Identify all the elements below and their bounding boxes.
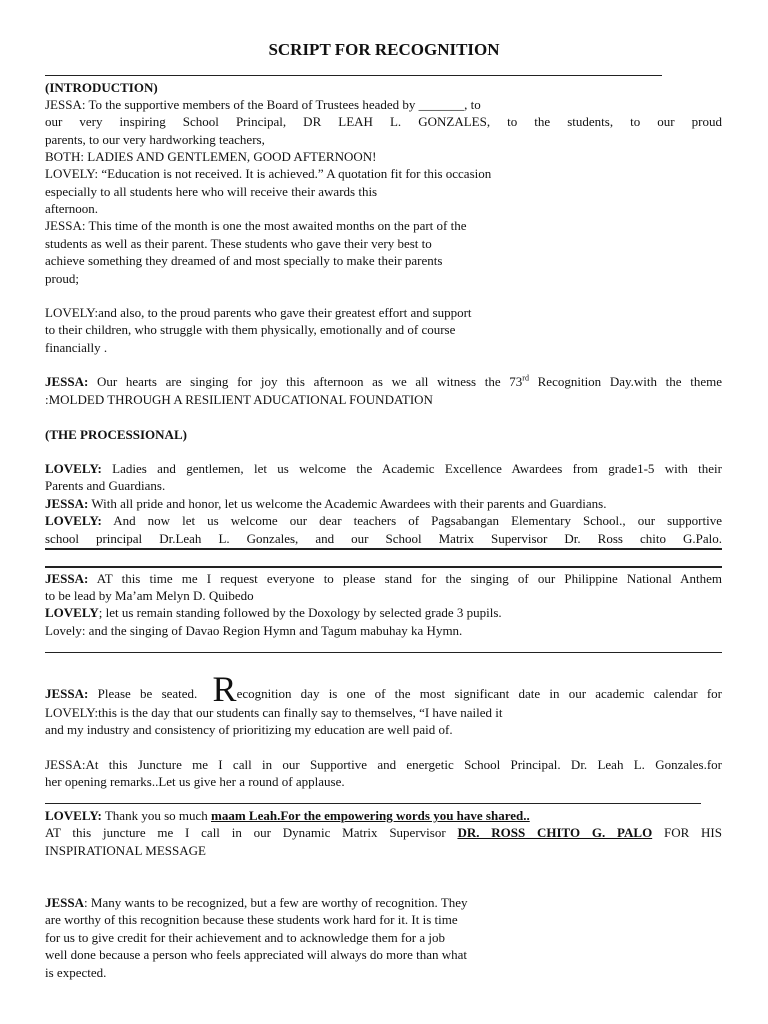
divider: [45, 652, 722, 653]
script-line: achieve something they dreamed of and most specially to make their parents: [45, 253, 443, 268]
script-line: LOVELY; let us remain standing followed by the Doxology by selected grade 3 pupils.: [45, 605, 502, 620]
script-line: LOVELY: Thank you so much maam Leah.For the empowering words you have shared..: [45, 808, 530, 823]
script-line: school principal Dr.Leah L. Gonzales, and our School Matrix Supervisor Dr. Ross chito G.Palo.: [45, 531, 722, 546]
script-line: her opening remarks..Let us give her a round of applause.: [45, 774, 345, 789]
script-line: INSPIRATIONAL MESSAGE: [45, 843, 206, 858]
script-line: LOVELY: And now let us welcome our dear teachers of Pagsabangan Elementary School., our supportive: [45, 513, 722, 528]
script-line: are worthy of this recognition because these students work hard for it. It is time: [45, 912, 458, 927]
divider: [45, 803, 701, 804]
divider: [45, 75, 662, 76]
script-line: for us to give credit for their achievement and to acknowledge them for a job: [45, 930, 445, 945]
script-line: JESSA: Our hearts are singing for joy this afternoon as we all witness the 73rd Recognition Day.with the theme: [45, 373, 722, 389]
drop-cap: R: [212, 669, 237, 709]
script-line: financially .: [45, 340, 108, 355]
script-line: LOVELY:and also, to the proud parents who gave their greatest effort and support: [45, 305, 472, 320]
page-title: SCRIPT FOR RECOGNITION: [268, 40, 500, 59]
script-line: LOVELY: “Education is not received. It is achieved.” A quotation fit for this occasion: [45, 166, 492, 181]
script-line: BOTH: LADIES AND GENTLEMEN, GOOD AFTERNOON!: [45, 149, 377, 164]
script-line: especially to all students here who will receive their awards this: [45, 184, 378, 199]
script-line: LOVELY: Ladies and gentlemen, let us welcome the Academic Excellence Awardees from grade1-5 with their: [45, 461, 722, 476]
script-line: Lovely: and the singing of Davao Region Hymn and Tagum mabuhay ka Hymn.: [45, 623, 463, 638]
section-heading: (THE PROCESSIONAL): [45, 427, 187, 442]
divider: [45, 548, 722, 550]
script-line: LOVELY:this is the day that our students can finally say to themselves, “I have nailed it: [45, 705, 503, 720]
script-line: JESSA: With all pride and honor, let us welcome the Academic Awardees with their parents and Guardians.: [45, 496, 607, 511]
script-line: and my industry and consistency of prioritizing my education are well paid of.: [45, 722, 453, 737]
script-line: to their children, who struggle with them physically, emotionally and of course: [45, 322, 456, 337]
script-line: is expected.: [45, 965, 107, 980]
section-heading: (INTRODUCTION): [45, 80, 158, 95]
script-line: to be lead by Ma’am Melyn D. Quibedo: [45, 588, 254, 603]
script-line: JESSA: Please be seated. Recognition day is one of the most significant date in our academic calendar for: [45, 669, 722, 709]
script-line: afternoon.: [45, 201, 99, 216]
script-line: Parents and Guardians.: [45, 478, 166, 493]
divider: [45, 566, 722, 568]
script-line: parents, to our very hardworking teachers,: [45, 132, 265, 147]
script-line: :MOLDED THROUGH A RESILIENT ADUCATIONAL FOUNDATION: [45, 392, 433, 407]
script-line: JESSA: This time of the month is one the most awaited months on the part of the: [45, 218, 467, 233]
script-line: proud;: [45, 271, 79, 286]
script-line: JESSA: To the supportive members of the Board of Trustees headed by _______, to: [45, 97, 481, 112]
script-line: JESSA: Many wants to be recognized, but a few are worthy of recognition. They: [45, 895, 468, 910]
script-line: our very inspiring School Principal, DR LEAH L. GONZALES, to the students, to our proud: [45, 114, 722, 129]
script-line: well done because a person who feels appreciated will always do more than what: [45, 947, 467, 962]
script-line: students as well as their parent. These students who gave their very best to: [45, 236, 432, 251]
script-line: JESSA: AT this time me I request everyone to please stand for the singing of our Philippine National Anthem: [45, 571, 722, 586]
script-line: JESSA:At this Juncture me I call in our Supportive and energetic School Principal. Dr. Leah L. Gonzales.for: [45, 757, 722, 772]
script-line: AT this juncture me I call in our Dynamic Matrix Supervisor DR. ROSS CHITO G. PALO FOR HIS: [45, 825, 722, 840]
